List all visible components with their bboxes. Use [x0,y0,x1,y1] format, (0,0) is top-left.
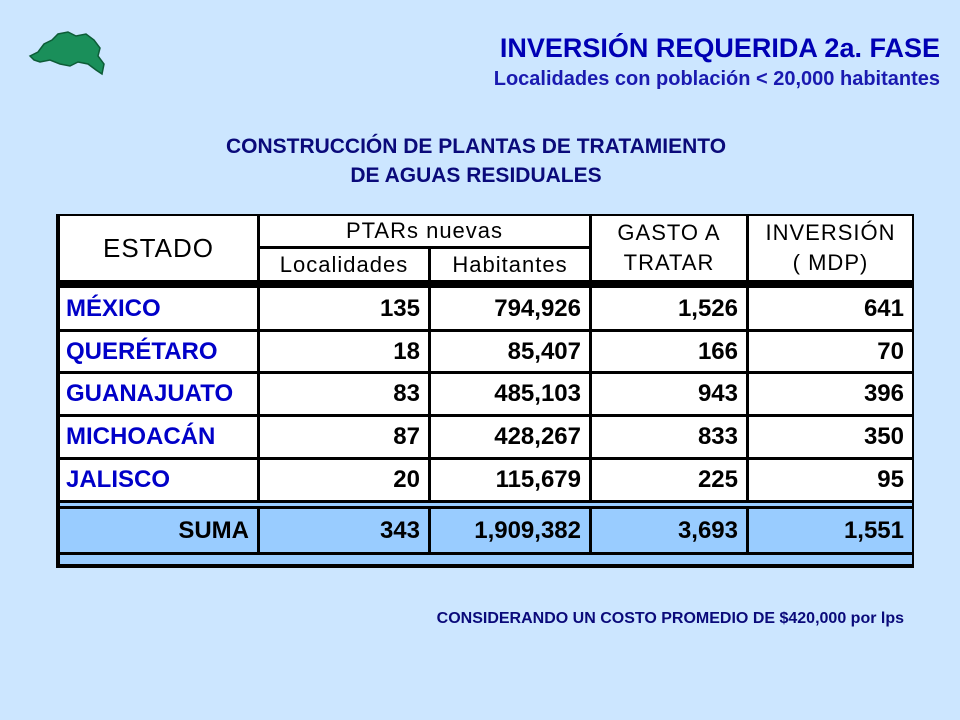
cell-gasto: 943 [592,374,746,414]
total-label: SUMA [60,509,257,552]
header-inversion-line-1: INVERSIÓN [765,220,896,245]
page-title: INVERSIÓN REQUERIDA 2a. FASE [499,33,940,63]
cell-localidades: 20 [260,460,428,500]
cell-habitantes: 115,679 [431,460,589,500]
header-inversion-line-2: ( MDP) [792,250,869,275]
cell-habitantes: 485,103 [431,374,589,414]
total-inversion: 1,551 [749,509,912,552]
cell-inversion: 70 [749,332,912,371]
header-gasto [592,216,746,280]
cell-localidades: 87 [260,417,428,457]
cell-inversion: 95 [749,460,912,500]
header-inversion [749,216,912,280]
total-row-top [60,503,912,506]
section-heading [0,132,952,190]
state-name: GUANAJUATO [60,374,257,414]
map-region-icon [28,30,106,78]
state-name: MÉXICO [60,288,257,329]
title-block [494,32,940,92]
cell-gasto: 225 [592,460,746,500]
header-estado: ESTADO [60,216,257,280]
cell-localidades: 18 [260,332,428,371]
total-row-bottom [60,555,912,564]
heading-line-2: DE AGUAS RESIDUALES [350,164,602,187]
cell-habitantes: 794,926 [431,288,589,329]
cell-inversion: 350 [749,417,912,457]
cell-localidades: 83 [260,374,428,414]
heading-line-1: CONSTRUCCIÓN DE PLANTAS DE TRATAMIENTO [225,135,727,158]
cell-localidades: 135 [260,288,428,329]
state-name: JALISCO [60,460,257,500]
total-localidades: 343 [260,509,428,552]
cell-inversion: 641 [749,288,912,329]
investment-table [56,214,914,568]
header-habitantes: Habitantes [431,249,589,280]
header-gasto-line-2: TRATAR [623,250,715,275]
total-habitantes: 1,909,382 [431,509,589,552]
page-subtitle: Localidades con población < 20,000 habitantes [493,68,940,90]
cell-gasto: 833 [592,417,746,457]
state-name: MICHOACÁN [60,417,257,457]
footer-note: CONSIDERANDO UN COSTO PROMEDIO DE $420,000 por lps [436,610,904,627]
total-gasto: 3,693 [592,509,746,552]
cell-habitantes: 428,267 [431,417,589,457]
cell-gasto: 166 [592,332,746,371]
header-ptars-nuevas: PTARs nuevas [260,216,589,246]
state-name: QUERÉTARO [60,332,257,371]
header-gasto-line-1: GASTO A [617,220,721,245]
header-localidades: Localidades [260,249,428,280]
cell-gasto: 1,526 [592,288,746,329]
cell-inversion: 396 [749,374,912,414]
cell-habitantes: 85,407 [431,332,589,371]
